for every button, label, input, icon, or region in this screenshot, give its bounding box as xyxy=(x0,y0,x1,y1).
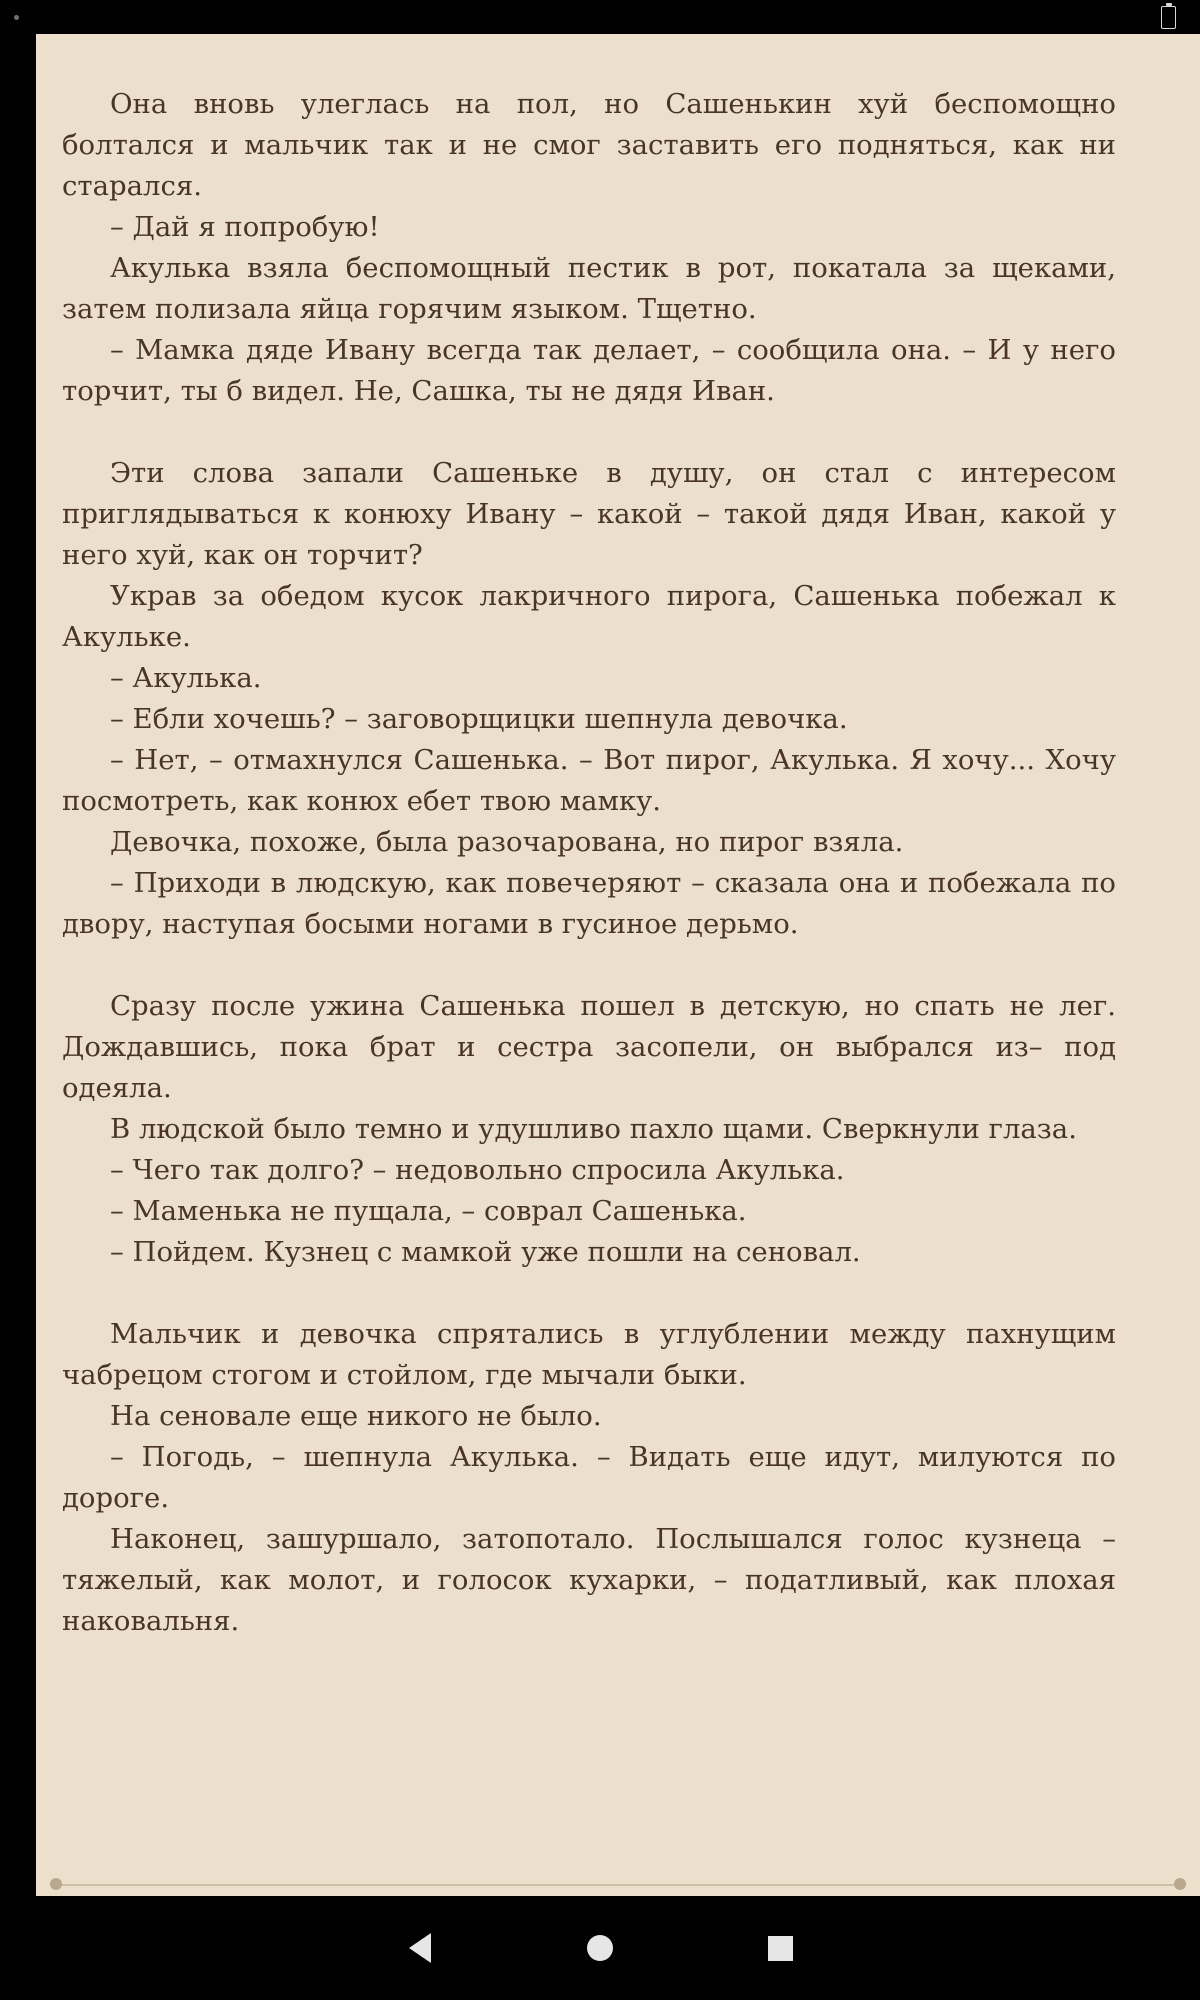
battery-icon xyxy=(1161,6,1176,29)
book-paragraph: В людской было темно и удушливо пахло щами. Сверкнули глаза. xyxy=(110,1113,1077,1145)
recents-square-icon xyxy=(768,1936,793,1961)
book-paragraph: – Дай я попробую! xyxy=(110,211,380,243)
book-paragraph: Сразу после ужина Сашенька пошел в детскую, но спать не лег. Дождавшись, пока брат и сестра засопели, он выбрался из– под одеяла. xyxy=(62,990,1116,1104)
book-paragraph: Наконец, зашуршало, затопотало. Послышался голос кузнеца – тяжелый, как молот, и голосок кухарки, – податливый, как плохая наковальня. xyxy=(62,1523,1116,1637)
book-paragraph: На сеновале еще никого не было. xyxy=(110,1400,602,1432)
paragraph-spacer xyxy=(62,945,1116,986)
book-paragraph: – Погодь, – шепнула Акулька. – Видать еще идут, милуются по дороге. xyxy=(62,1441,1116,1514)
book-paragraph: – Акулька. xyxy=(110,662,262,694)
home-button[interactable] xyxy=(520,1896,680,2000)
system-navigation-bar xyxy=(0,1896,1200,2000)
paragraph-spacer xyxy=(62,1273,1116,1314)
book-paragraph: – Приходи в людскую, как повечеряют – сказала она и побежала по двору, наступая босыми ногами в гусиное дерьмо. xyxy=(62,867,1116,940)
status-bar xyxy=(0,0,1200,34)
book-paragraph: Украв за обедом кусок лакричного пирога, Сашенька побежал к Акульке. xyxy=(62,580,1116,653)
home-circle-icon xyxy=(587,1935,613,1961)
notification-dot-icon xyxy=(14,15,19,20)
book-paragraph: – Ебли хочешь? – заговорщицки шепнула девочка. xyxy=(110,703,848,735)
scroll-handle-left[interactable] xyxy=(50,1878,62,1890)
reading-progress-bar[interactable] xyxy=(36,1874,1200,1896)
book-paragraph: Она вновь улеглась на пол, но Сашенькин хуй беспомощно болтался и мальчик так и не смог заставить его подняться, как ни старался. xyxy=(62,88,1116,202)
book-text-body xyxy=(62,84,1116,1642)
book-paragraph: Девочка, похоже, была разочарована, но пирог взяла. xyxy=(110,826,904,858)
scroll-handle-right[interactable] xyxy=(1174,1878,1186,1890)
book-paragraph: – Нет, – отмахнулся Сашенька. – Вот пирог, Акулька. Я хочу... Хочу посмотреть, как конюх ебет твою мамку. xyxy=(62,744,1116,817)
book-paragraph: – Пойдем. Кузнец с мамкой уже пошли на сеновал. xyxy=(110,1236,861,1268)
book-paragraph: Мальчик и девочка спрятались в углублении между пахнущим чабрецом стогом и стойлом, где мычали быки. xyxy=(62,1318,1116,1391)
reader-page[interactable] xyxy=(36,34,1200,1896)
book-paragraph: – Чего так долго? – недовольно спросила Акулька. xyxy=(110,1154,845,1186)
progress-rail[interactable] xyxy=(58,1884,1178,1886)
book-paragraph: – Мамка дяде Ивану всегда так делает, – сообщила она. – И у него торчит, ты б видел. Не, Сашка, ты не дядя Иван. xyxy=(62,334,1116,407)
book-paragraph: – Маменька не пущала, – соврал Сашенька. xyxy=(110,1195,747,1227)
paragraph-spacer xyxy=(62,412,1116,453)
back-button[interactable] xyxy=(340,1896,500,2000)
recent-apps-button[interactable] xyxy=(700,1896,860,2000)
book-paragraph: Акулька взяла беспомощный пестик в рот, покатала за щеками, затем полизала яйца горячим языком. Тщетно. xyxy=(62,252,1116,325)
back-triangle-icon xyxy=(409,1933,431,1963)
book-paragraph: Эти слова запали Сашеньке в душу, он стал с интересом приглядываться к конюху Ивану – какой – такой дядя Иван, какой у него хуй, как он торчит? xyxy=(62,457,1116,571)
